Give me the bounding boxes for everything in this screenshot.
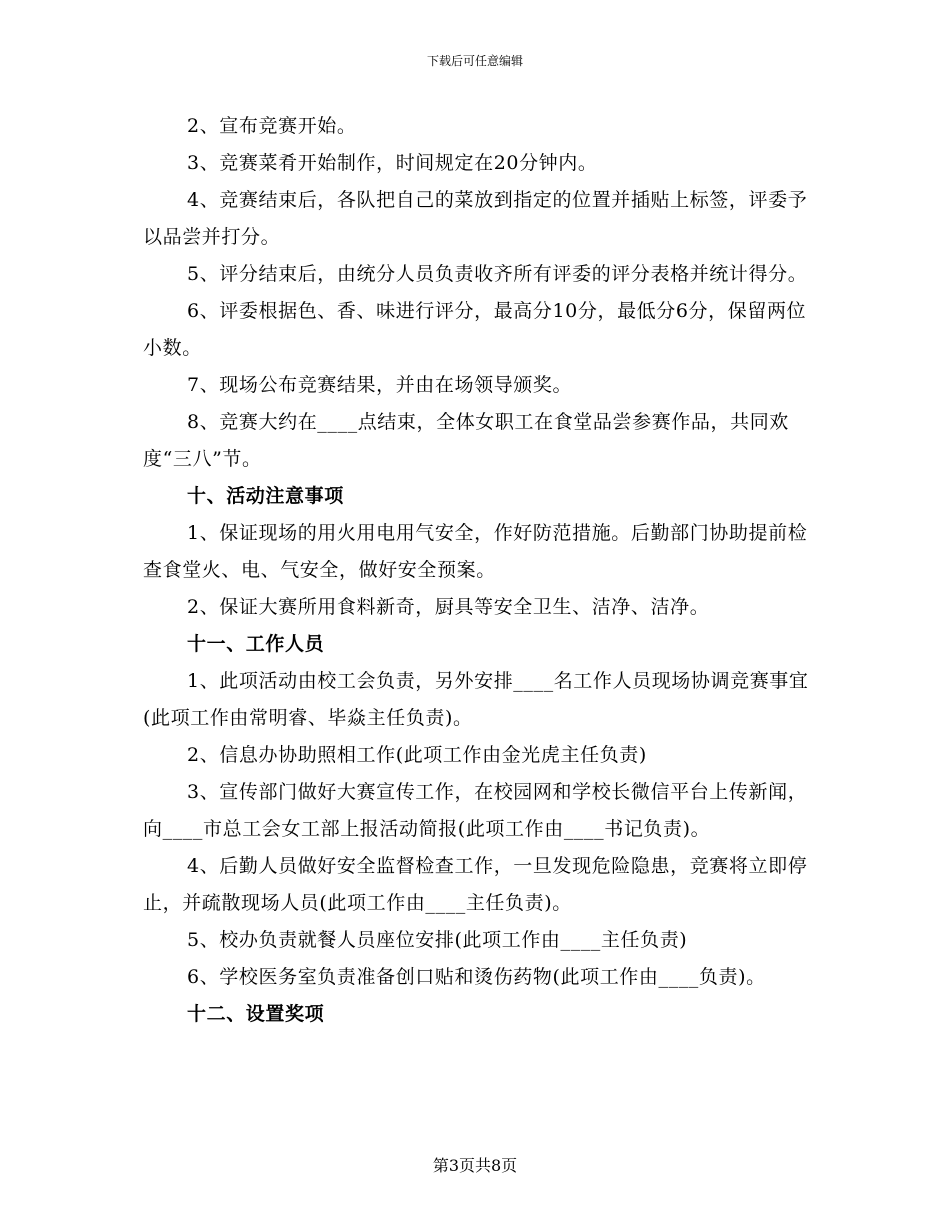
- item-scoring-rules: 6、评委根据色、香、味进行评分，最高分10分，最低分6分，保留两位小数。: [143, 300, 807, 359]
- item-announce-start: 2、宣布竞赛开始。: [187, 115, 357, 137]
- section-heading-precautions: 十、活动注意事项: [187, 485, 344, 507]
- item-publicity: 3、宣传部门做好大赛宣传工作，在校园网和学校长微信平台上传新闻，向____市总工会女工部上报活动简报(此项工作由____书记负责)。: [143, 781, 808, 840]
- section-heading-staff: 十一、工作人员: [187, 633, 325, 655]
- item-closing: 8、竞赛大约在____点结束，全体女职工在食堂品尝参赛作品，共同欢度“三八”节。: [143, 411, 789, 470]
- item-award-ceremony: 7、现场公布竞赛结果，并由在场领导颁奖。: [187, 374, 573, 396]
- item-safety-supervision: 4、后勤人员做好安全监督检查工作，一旦发现危险隐患，竞赛将立即停止，并疏散现场人员(此项工作由____主任负责)。: [143, 855, 808, 914]
- item-cooking-time: 3、竞赛菜肴开始制作，时间规定在20分钟内。: [187, 152, 598, 174]
- page-header-note: 下载后可任意编辑: [426, 54, 523, 68]
- page-number-footer: 第3页共8页: [432, 1156, 518, 1175]
- item-score-collection: 5、评分结束后，由统分人员负责收齐所有评委的评分表格并统计得分。: [187, 263, 808, 285]
- item-food-hygiene: 2、保证大赛所用食料新奇，厨具等安全卫生、洁净、洁净。: [187, 596, 710, 618]
- item-judges-tasting: 4、竞赛结束后，各队把自己的菜放到指定的位置并插贴上标签，评委予以品尝并打分。: [143, 189, 808, 248]
- item-first-aid: 6、学校医务室负责准备创口贴和烫伤药物(此项工作由____负责)。: [187, 966, 766, 988]
- item-seating: 5、校办负责就餐人员座位安排(此项工作由____主任负责): [187, 929, 688, 951]
- item-safety-fire: 1、保证现场的用火用电用气安全，作好防范措施。后勤部门协助提前检查食堂火、电、气安全，做好安全预案。: [143, 522, 808, 581]
- item-photography: 2、信息办协助照相工作(此项工作由金光虎主任负责): [187, 744, 647, 766]
- section-heading-awards: 十二、设置奖项: [187, 1003, 325, 1025]
- document-body: [143, 108, 815, 1033]
- item-union-coordination: 1、此项活动由校工会负责，另外安排____名工作人员现场协调竞赛事宜(此项工作由常明睿、毕焱主任负责)。: [143, 670, 809, 729]
